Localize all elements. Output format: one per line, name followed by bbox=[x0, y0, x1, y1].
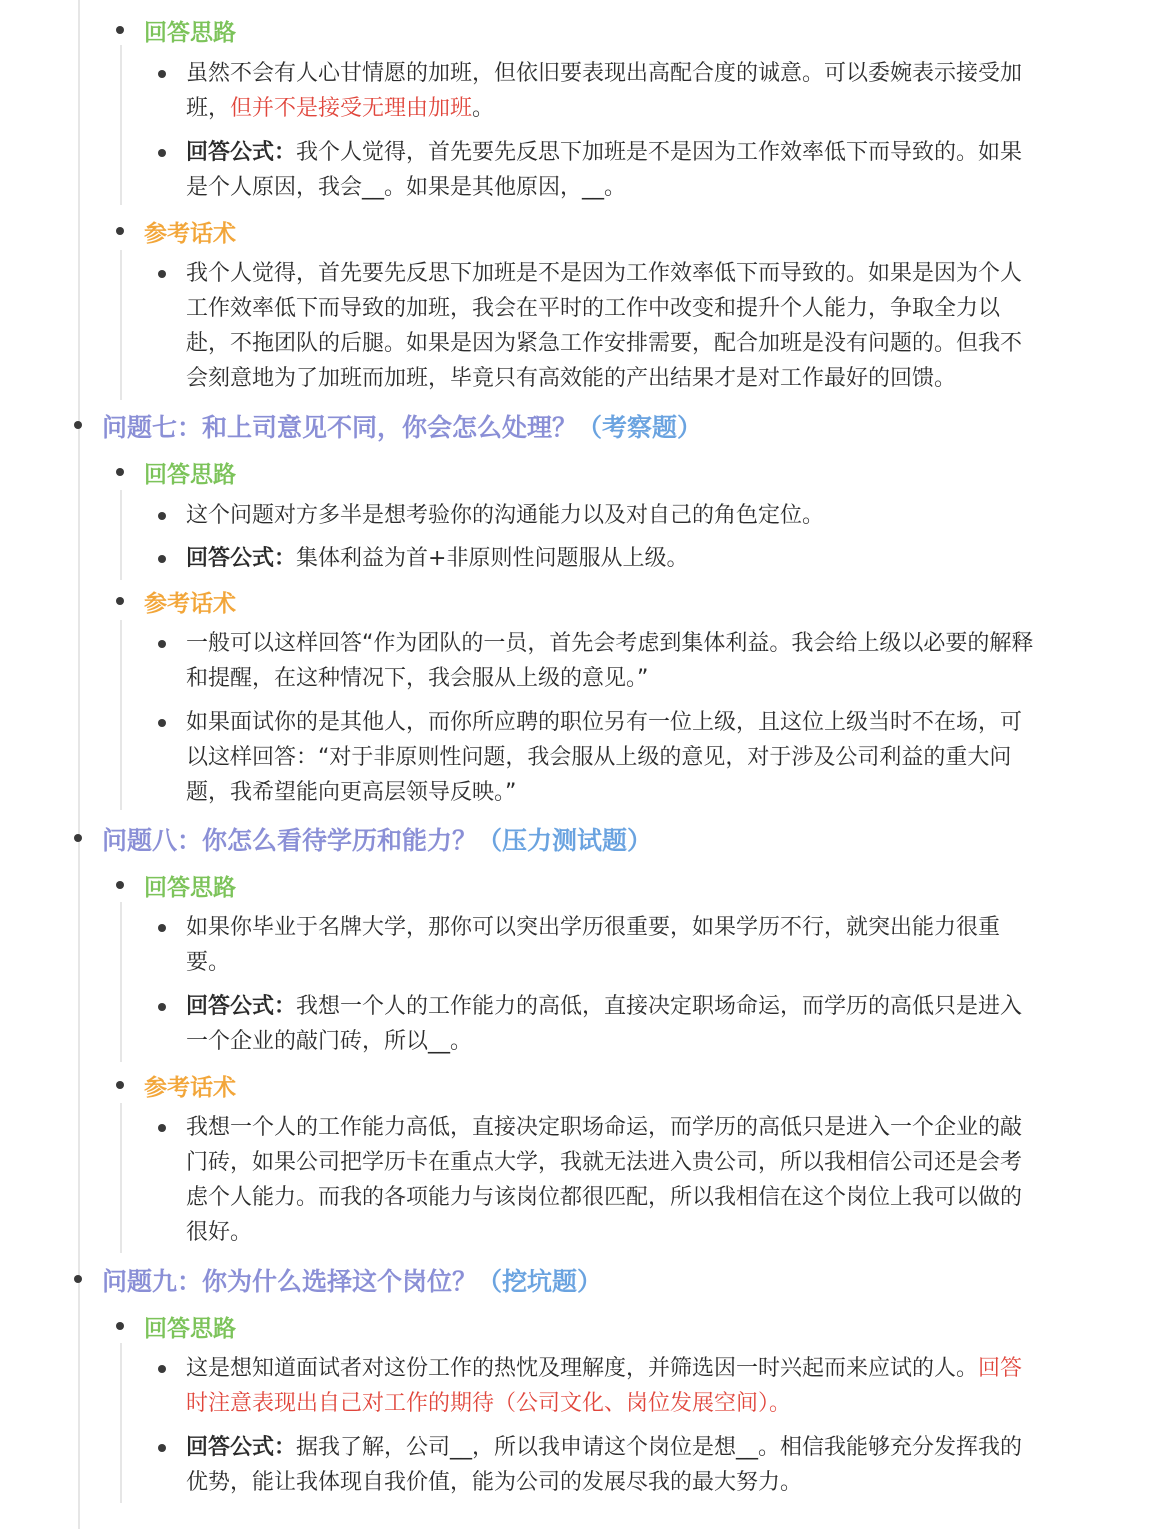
paragraph-line: 门砖，如果公司把学历卡在重点大学，我就无法进入贵公司，所以我相信公司还是会考 bbox=[186, 1150, 1023, 1175]
bullet bbox=[116, 881, 124, 889]
highlight-text: 但并不是接受无理由加班 bbox=[230, 96, 473, 121]
formula-label: 回答公式： bbox=[186, 994, 297, 1019]
bullet bbox=[158, 640, 166, 648]
text-span: 我个人觉得，首先要先反思下加班是不是因为工作效率低下而导致的。如果 bbox=[296, 140, 1023, 165]
bullet bbox=[74, 421, 82, 429]
section-heading-reference: 参考话术 bbox=[144, 591, 236, 617]
paragraph-line: 虑个人能力。而我的各项能力与该岗位都很匹配，所以我相信在这个岗位上我可以做的 bbox=[186, 1185, 1023, 1210]
paragraph-line: 我想一个人的工作能力高低，直接决定职场命运，而学历的高低只是进入一个企业的敲 bbox=[186, 1115, 1023, 1140]
question-title bbox=[102, 1262, 602, 1298]
section-heading-answer-idea: 回答思路 bbox=[144, 462, 236, 488]
paragraph-line: 如果面试你的是其他人，而你所应聘的职位另有一位上级，且这位上级当时不在场，可 bbox=[186, 710, 1023, 735]
bullet bbox=[158, 1003, 166, 1011]
bullet bbox=[158, 1365, 166, 1373]
bullet bbox=[74, 1275, 82, 1283]
text-span: 。 bbox=[472, 96, 495, 121]
bullet bbox=[158, 149, 166, 157]
text-span: 这是想知道面试者对这份工作的热忱及理解度，并筛选因一时兴起而来应试的人。 bbox=[186, 1356, 979, 1381]
paragraph-line: 赴，不拖团队的后腿。如果是因为紧急工作安排需要，配合加班是没有问题的。但我不 bbox=[186, 331, 1023, 356]
text-span: 集体利益为首+非原则性问题服从上级。 bbox=[296, 546, 689, 571]
paragraph-line: 一般可以这样回答“作为团队的一员，首先会考虑到集体利益。我会给上级以必要的解释 bbox=[186, 631, 1034, 656]
outline-guide-q8-1 bbox=[120, 902, 122, 1062]
bullet bbox=[116, 597, 124, 605]
paragraph-line bbox=[186, 1430, 1022, 1465]
text-span: 据我了解，公司__，所以我申请这个岗位是想__。相信我能够充分发挥我的 bbox=[296, 1435, 1023, 1460]
formula-label: 回答公式： bbox=[186, 546, 297, 571]
paragraph-line bbox=[186, 135, 1022, 170]
highlight-text: 回答 bbox=[978, 1356, 1023, 1381]
paragraph-line: 和提醒，在这种情况下，我会服从上级的意见。” bbox=[186, 666, 649, 691]
section-heading-reference: 参考话术 bbox=[144, 1075, 236, 1101]
bullet bbox=[158, 719, 166, 727]
section-heading-reference: 参考话术 bbox=[144, 221, 236, 247]
bullet bbox=[158, 270, 166, 278]
question-text: 问题九：你为什么选择这个岗位？ bbox=[102, 1267, 478, 1296]
bullet bbox=[158, 512, 166, 520]
outline-guide-top-2 bbox=[120, 250, 122, 400]
outline-guide-q8-2 bbox=[120, 1103, 122, 1253]
question-tag: （压力测试题） bbox=[477, 826, 653, 855]
paragraph-line: 这个问题对方多半是想考验你的沟通能力以及对自己的角色定位。 bbox=[186, 503, 825, 528]
paragraph-line: 要。 bbox=[186, 950, 231, 975]
section-heading-answer-idea: 回答思路 bbox=[144, 20, 236, 46]
text-span: 我想一个人的工作能力的高低，直接决定职场命运，而学历的高低只是进入 bbox=[296, 994, 1023, 1019]
paragraph-line: 很好。 bbox=[186, 1220, 253, 1245]
bullet bbox=[116, 1081, 124, 1089]
paragraph-line bbox=[186, 989, 1022, 1024]
paragraph-line bbox=[186, 541, 688, 576]
paragraph-line: 题，我希望能向更高层领导反映。” bbox=[186, 780, 517, 805]
paragraph-line: 如果你毕业于名牌大学，那你可以突出学历很重要，如果学历不行，就突出能力很重 bbox=[186, 915, 1001, 940]
bullet bbox=[158, 555, 166, 563]
question-tag: （挖坑题） bbox=[477, 1267, 603, 1296]
outline-guide-q9-1 bbox=[120, 1343, 122, 1503]
outline-guide-q7-1 bbox=[120, 490, 122, 580]
paragraph-line: 是个人原因，我会__。如果是其他原因，__。 bbox=[186, 175, 627, 200]
bullet bbox=[158, 924, 166, 932]
paragraph-line: 优势，能让我体现自我价值，能为公司的发展尽我的最大努力。 bbox=[186, 1470, 803, 1495]
question-text: 问题八：你怎么看待学历和能力？ bbox=[102, 826, 478, 855]
paragraph-line: 会刻意地为了加班而加班，毕竟只有高效能的产出结果才是对工作最好的回馈。 bbox=[186, 366, 957, 391]
paragraph-line: 以这样回答：“对于非原则性问题，我会服从上级的意见，对于涉及公司利益的重大问 bbox=[186, 745, 1012, 770]
outline-guide-q7-2 bbox=[120, 620, 122, 810]
bullet bbox=[158, 1124, 166, 1132]
paragraph-line bbox=[186, 91, 494, 126]
paragraph-line: 一个企业的敲门砖，所以__。 bbox=[186, 1029, 473, 1054]
bullet bbox=[116, 1322, 124, 1330]
outline-guide-top-1 bbox=[120, 45, 122, 205]
text-span: 班， bbox=[186, 96, 231, 121]
paragraph-line: 虽然不会有人心甘情愿的加班，但依旧要表现出高配合度的诚意。可以委婉表示接受加 bbox=[186, 61, 1023, 86]
formula-label: 回答公式： bbox=[186, 140, 297, 165]
paragraph-line: 我个人觉得，首先要先反思下加班是不是因为工作效率低下而导致的。如果是因为个人 bbox=[186, 261, 1023, 286]
question-title bbox=[102, 821, 652, 857]
outline-guide-outer bbox=[78, 0, 80, 1529]
paragraph-line bbox=[186, 1351, 1022, 1386]
section-heading-answer-idea: 回答思路 bbox=[144, 1316, 236, 1342]
paragraph-line: 工作效率低下而导致的加班，我会在平时的工作中改变和提升个人能力，争取全力以 bbox=[186, 296, 1001, 321]
bullet bbox=[158, 70, 166, 78]
bullet bbox=[158, 1444, 166, 1452]
question-tag: （考察题） bbox=[577, 413, 703, 442]
highlight-text: 时注意表现出自己对工作的期待（公司文化、岗位发展空间）。 bbox=[186, 1391, 792, 1416]
formula-label: 回答公式： bbox=[186, 1435, 297, 1460]
bullet bbox=[116, 26, 124, 34]
section-heading-answer-idea: 回答思路 bbox=[144, 875, 236, 901]
question-title bbox=[102, 408, 702, 444]
bullet bbox=[116, 468, 124, 476]
bullet bbox=[116, 227, 124, 235]
question-text: 问题七：和上司意见不同，你会怎么处理？ bbox=[102, 413, 578, 442]
bullet bbox=[74, 834, 82, 842]
